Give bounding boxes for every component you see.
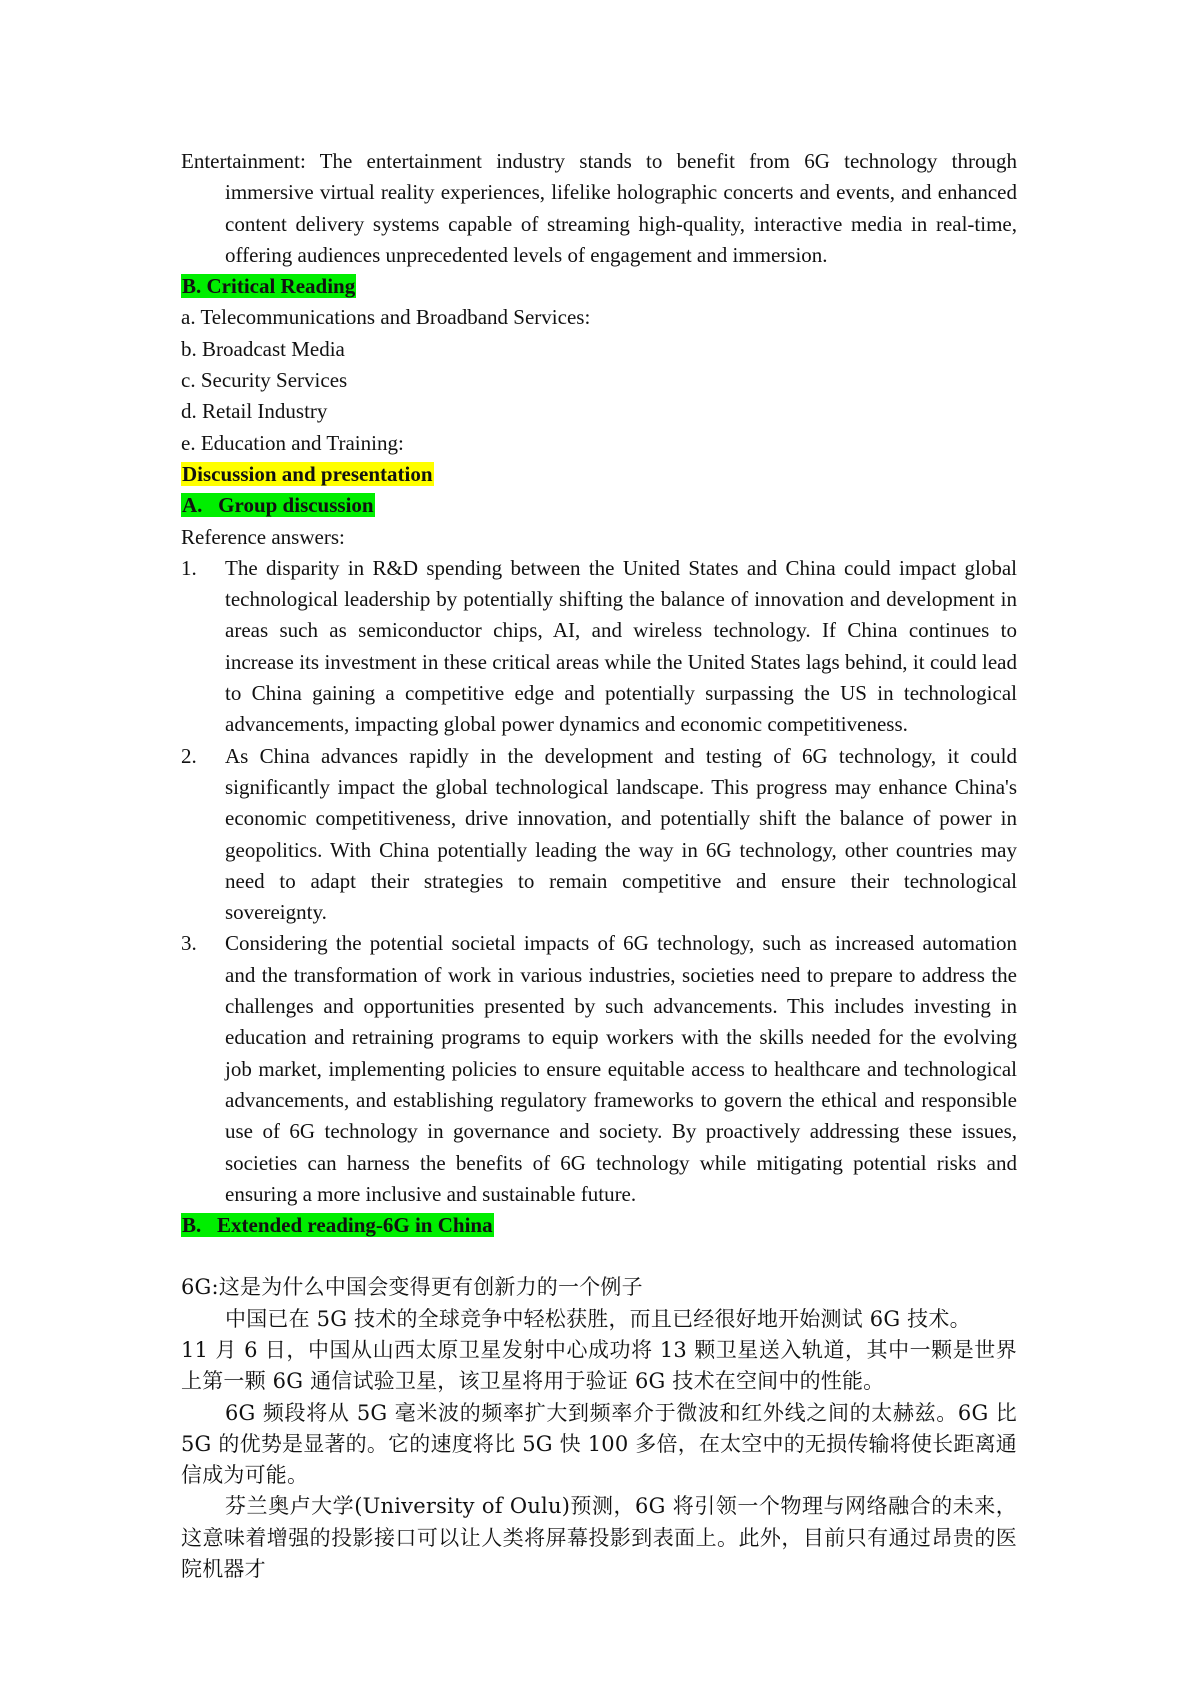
answer-number: 1.: [181, 555, 197, 580]
reference-answers-list: [181, 553, 1017, 1210]
critical-reading-item: a. Telecommunications and Broadband Services:: [181, 305, 591, 330]
answer-text: As China advances rapidly in the development and testing of 6G technology, it could significantly impact the global technological landscape. This progress may enhance China's economic competitiveness, drive innovation, and potentially shift the balance of power in geopolitics. With China potentially leading the way in 6G technology, other countries may need to adapt their strategies to remain competitive and ensure their technological sovereignty.: [225, 743, 1017, 925]
article-paragraph: 中国已在 5G 技术的全球竞争中轻松获胜，而且已经很好地开始测试 6G 技术。: [225, 1306, 971, 1331]
document-page: [181, 146, 1017, 1585]
answer-item-1: [181, 553, 1017, 741]
article-paragraph: 芬兰奥卢大学(University of Oulu)预测，6G 将引领一个物理与网络融合的未来，这意味着增强的投影接口可以让人类将屏幕投影到表面上。此外，目前只有通过昂贵的医院机器才: [181, 1494, 1017, 1582]
discussion-heading: Discussion and presentation: [182, 461, 433, 486]
critical-reading-item: c. Security Services: [181, 368, 348, 393]
extended-reading-section: [181, 1210, 1017, 1585]
blank-line: [181, 1241, 1017, 1272]
answer-item-2: [181, 741, 1017, 929]
critical-reading-section: [181, 271, 1017, 459]
critical-reading-item: d. Retail Industry: [181, 399, 328, 424]
answer-text: The disparity in R&D spending between the United States and China could impact global technological leadership by potentially shifting the balance of innovation and development in areas such as semiconductor chips, AI, and wireless technology. If China continues to increase its investment in these critical areas while the United States lags behind, it could lead to China gaining a competitive edge and potentially surpassing the US in technological advancements, impacting global power dynamics and economic competitiveness.: [225, 555, 1017, 737]
answer-number: 2.: [181, 743, 197, 768]
discussion-section: [181, 459, 1017, 1210]
answer-item-3: [181, 928, 1017, 1210]
reference-answers-label: Reference answers:: [181, 524, 345, 549]
group-discussion-heading: A. Group discussion: [182, 493, 374, 518]
entertainment-paragraph: Entertainment: The entertainment industry stands to benefit from 6G technology through immersive virtual reality experiences, lifelike holographic concerts and events, and enhanced content delivery systems capable of streaming high-quality, interactive media in real-time, offering audiences unprecedented levels of engagement and immersion.: [181, 149, 1017, 267]
critical-reading-item: e. Education and Training:: [181, 430, 404, 455]
answer-text: Considering the potential societal impacts of 6G technology, such as increased automation and the transformation of work in various industries, societies need to prepare to address the challenges and opportunities presented by such advancements. This includes investing in education and retraining programs to equip workers with the skills needed for the evolving job market, implementing policies to ensure equitable access to healthcare and technological advancements, and establishing regulatory frameworks to govern the ethical and responsible use of 6G technology in governance and society. By proactively addressing these issues, societies can harness the benefits of 6G technology while mitigating potential risks and ensuring a more inclusive and sustainable future.: [225, 931, 1017, 1206]
article-title: 6G:这是为什么中国会变得更有创新力的一个例子: [181, 1275, 643, 1300]
article-paragraph: 6G 频段将从 5G 毫米波的频率扩大到频率介于微波和红外线之间的太赫兹。6G 比 5G 的优势是显著的。它的速度将比 5G 快 100 多倍，在太空中的无损传输将使长距离通信成为可能。: [181, 1400, 1017, 1488]
article-paragraph: 11 月 6 日，中国从山西太原卫星发射中心成功将 13 颗卫星送入轨道，其中一颗是世界上第一颗 6G 通信试验卫星，该卫星将用于验证 6G 技术在空间中的性能。: [181, 1337, 1017, 1394]
critical-reading-heading: B. Critical Reading: [182, 274, 356, 299]
answer-number: 3.: [181, 931, 197, 956]
extended-reading-heading: B. Extended reading-6G in China: [182, 1213, 493, 1238]
critical-reading-item: b. Broadcast Media: [181, 336, 345, 361]
